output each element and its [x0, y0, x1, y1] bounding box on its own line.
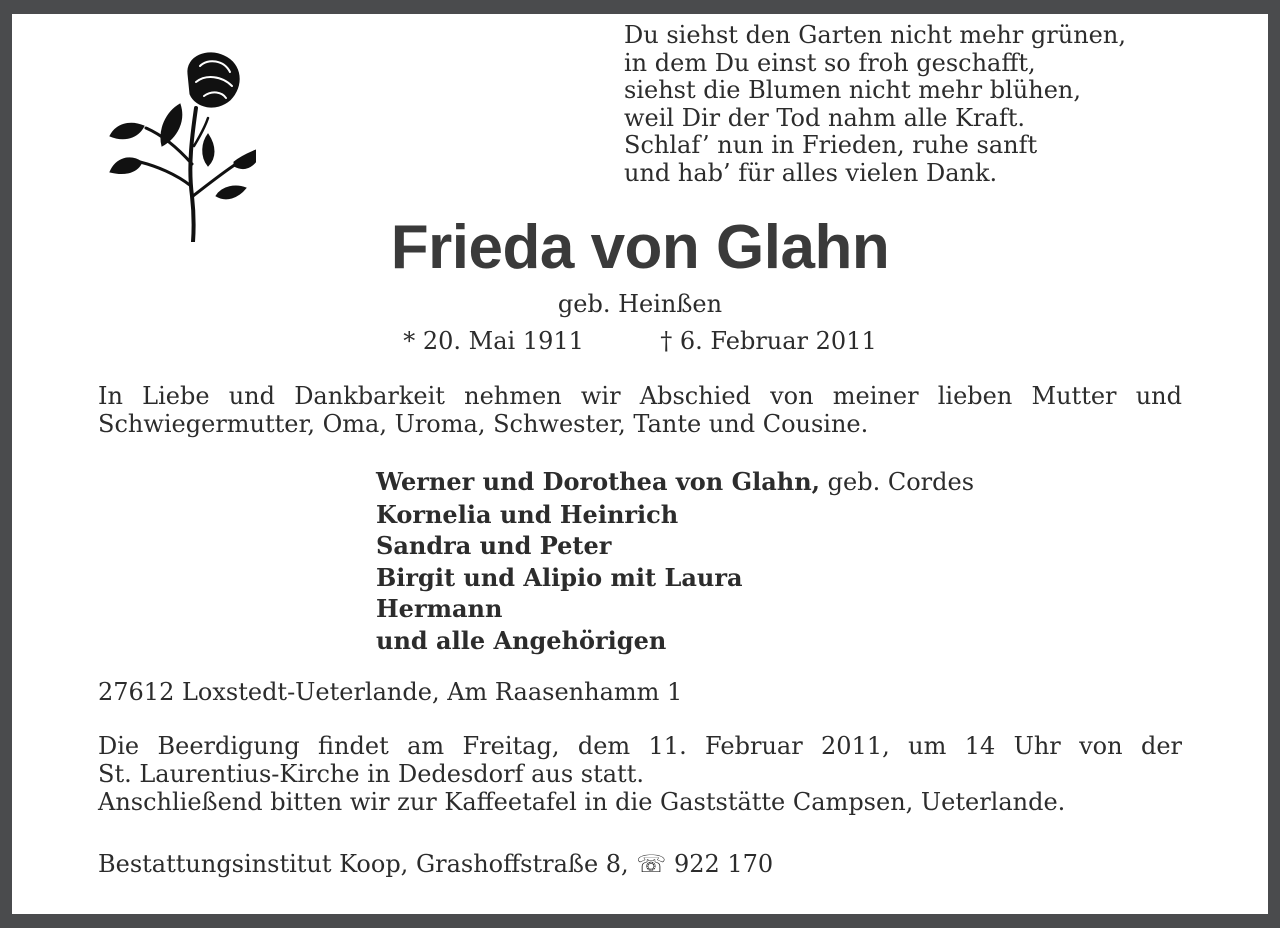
family-member-note: geb. Cordes: [820, 468, 975, 496]
deceased-name: Frieda von Glahn: [390, 213, 890, 282]
death-date: † 6. Februar 2011: [660, 327, 877, 355]
poem-line: und hab’ für alles vielen Dank.: [624, 158, 998, 187]
family-member: Sandra und Peter: [376, 531, 612, 560]
family-member: Hermann: [376, 594, 503, 623]
poem-line: in dem Du einst so froh geschafft,: [624, 48, 1036, 77]
funeral-home: Bestattungsinstitut Koop, Grashoffstraße 8, ☏ 922 170: [98, 850, 774, 878]
family-member: Birgit und Alipio mit Laura: [376, 562, 743, 592]
life-dates: [0, 327, 1280, 355]
poem-line: siehst die Blumen nicht mehr blühen,: [624, 76, 1081, 104]
birth-date: * 20. Mai 1911: [403, 327, 584, 355]
family-list: [376, 466, 974, 656]
funeral-line: St. Laurentius-Kirche in Dedesdorf aus statt.: [98, 760, 644, 788]
family-member-name: Werner und Dorothea von Glahn,: [376, 467, 821, 496]
family-member: und alle Angehörigen: [376, 625, 667, 655]
family-member: [376, 466, 974, 499]
family-member: Kornelia und Heinrich: [376, 499, 679, 529]
funeral-line: Die Beerdigung findet am Freitag, dem 11. Februar 2011, um 14 Uhr von der: [98, 732, 1182, 760]
poem-line: weil Dir der Tod nahm alle Kraft.: [624, 103, 1025, 132]
poem-line: Du siehst den Garten nicht mehr grünen,: [624, 21, 1126, 49]
farewell-text: In Liebe und Dankbarkeit nehmen wir Abschied von meiner lieben Mutter und Schwiegermutter, Oma, Uroma, Schwester, Tante und Cousine.: [98, 382, 1182, 438]
funeral-info: [98, 732, 1182, 816]
poem: [624, 22, 1126, 187]
maiden-name: geb. Heinßen: [557, 290, 723, 318]
address: 27612 Loxstedt-Ueterlande, Am Raasenhamm 1: [98, 678, 683, 706]
funeral-line: Anschließend bitten wir zur Kaffeetafel in die Gaststätte Campsen, Ueterlande.: [98, 788, 1066, 816]
poem-line: Schlaf’ nun in Frieden, ruhe sanft: [624, 131, 1038, 159]
